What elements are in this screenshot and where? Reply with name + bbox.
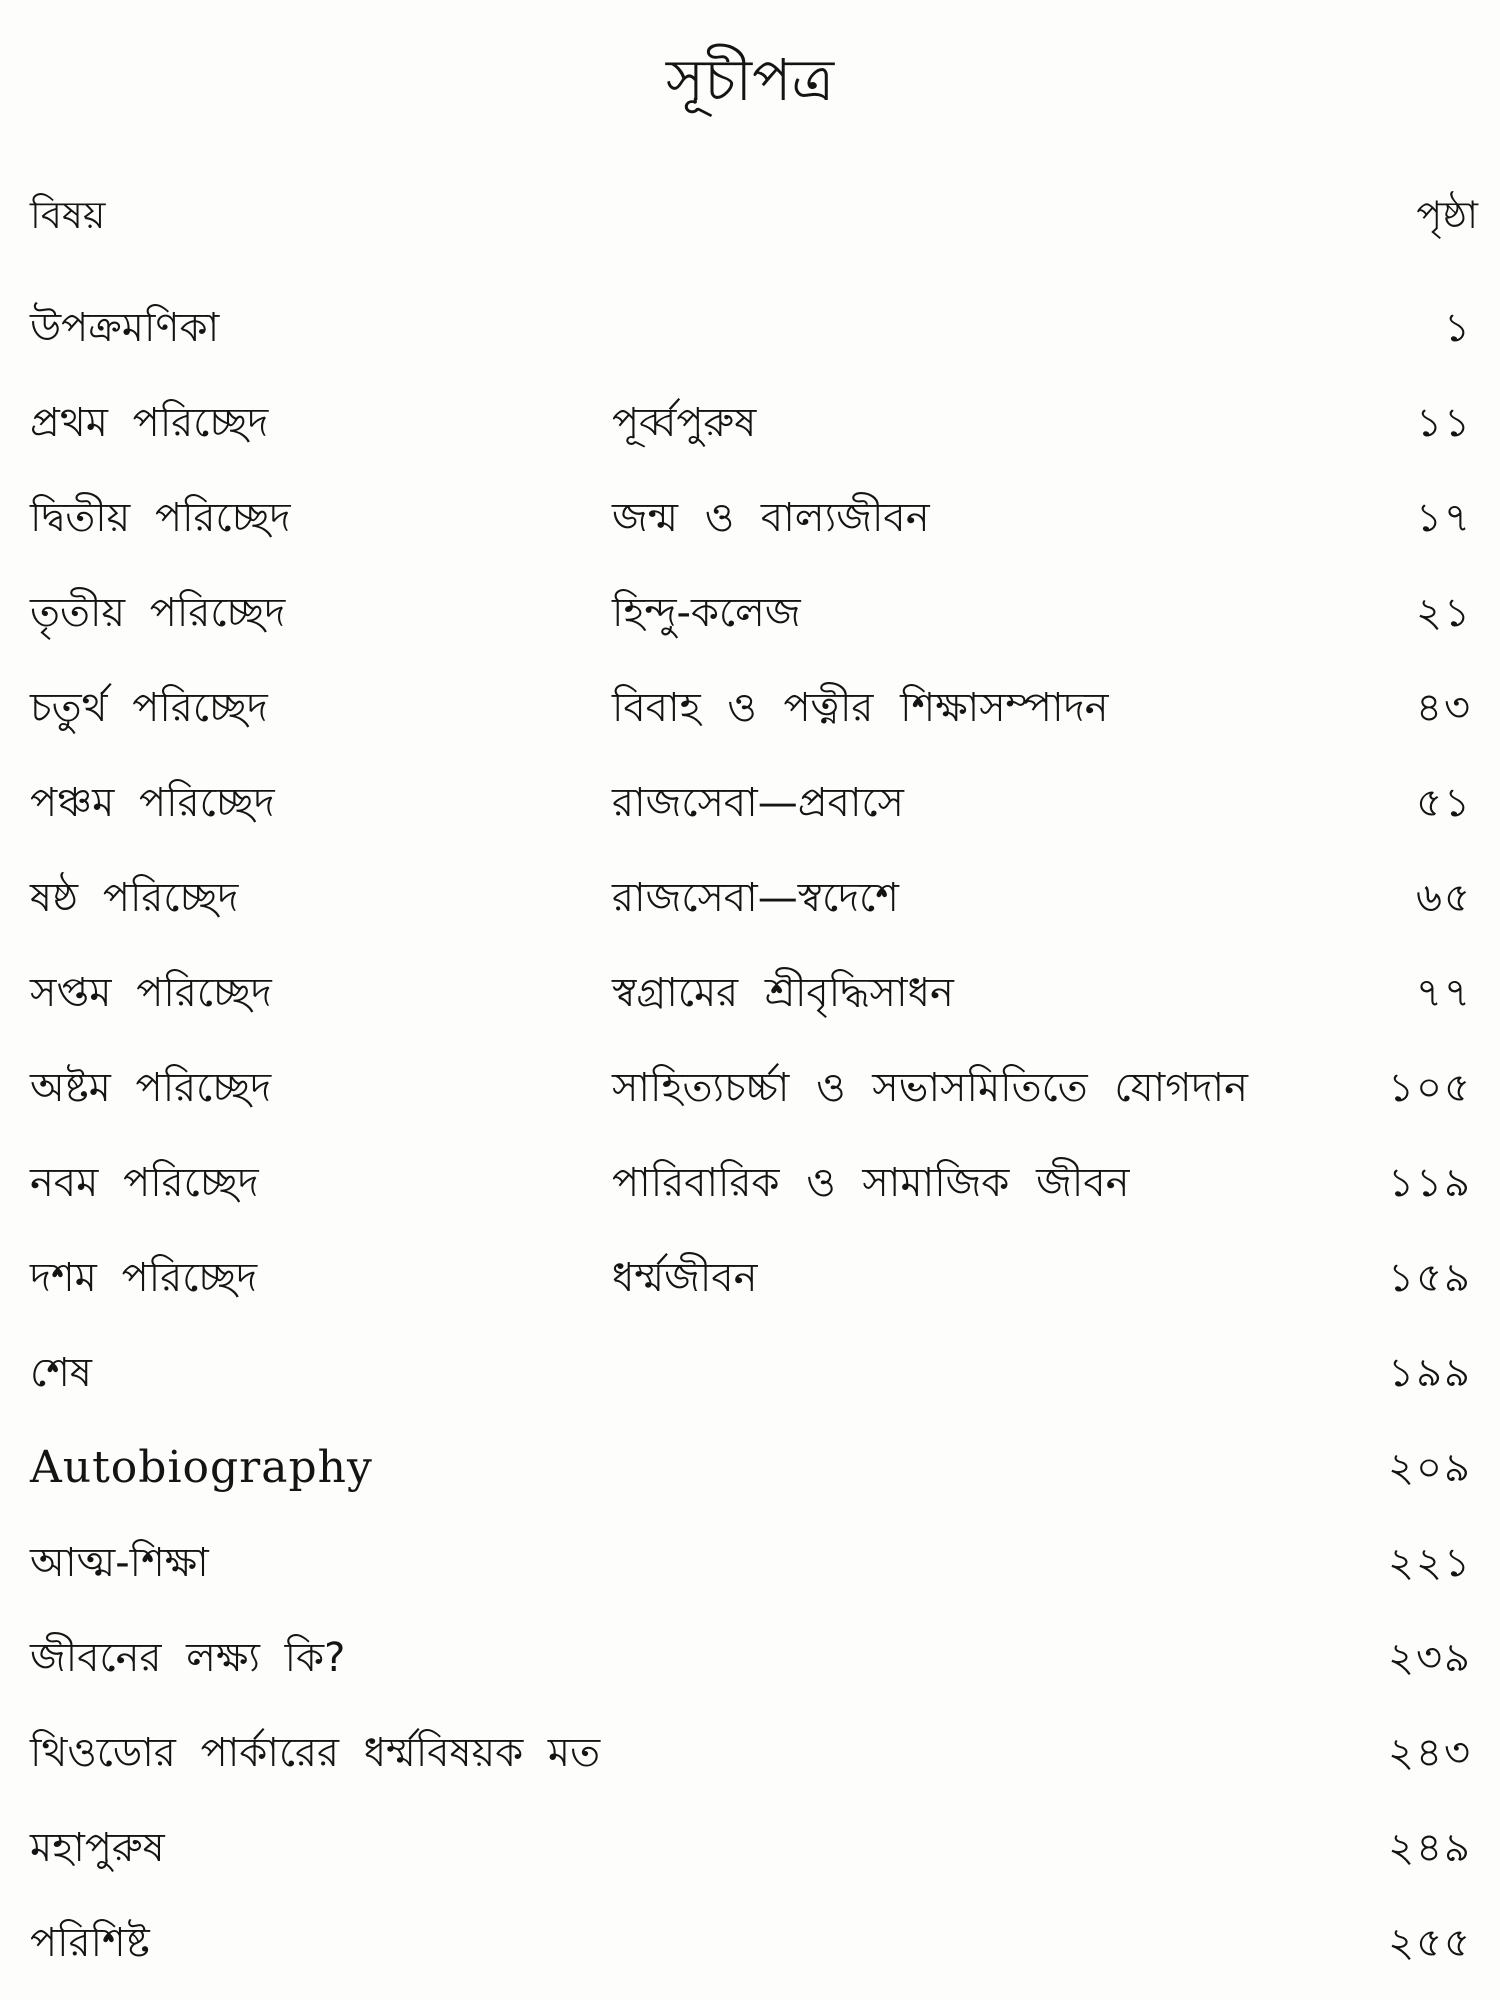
toc-entry-chapter-2 <box>0 480 1500 575</box>
entry-page: ২৪৩ <box>1388 1730 1472 1776</box>
page-title: সূচীপত্র <box>665 46 835 114</box>
entry-label: পঞ্চম পরিচ্ছেদ <box>30 780 275 826</box>
toc-entry-chapter-8 <box>0 1050 1500 1145</box>
entry-label: আত্ম-শিক্ষা <box>30 1540 209 1586</box>
toc-entry-chapter-1 <box>0 385 1500 480</box>
toc-entry-chapter-10 <box>0 1240 1500 1335</box>
entry-label: দ্বিতীয় পরিচ্ছেদ <box>30 495 291 541</box>
subject-column-header: বিষয় <box>30 193 106 237</box>
toc-entry-self-education <box>0 1525 1500 1620</box>
entry-label: ষষ্ঠ পরিচ্ছেদ <box>30 875 239 921</box>
entry-label: জীবনের লক্ষ্য কি? <box>30 1635 346 1681</box>
entry-title: ধর্ম্মজীবন <box>612 1255 758 1301</box>
entry-page: ২৫৫ <box>1388 1920 1472 1966</box>
entry-page: ২৪৯ <box>1388 1825 1472 1871</box>
toc-entry-appendix <box>0 1905 1500 2000</box>
entry-page: ১১ <box>1416 400 1472 446</box>
entry-page: ২০৯ <box>1388 1445 1472 1491</box>
entry-page: ১৯৯ <box>1388 1350 1472 1396</box>
entry-page: ২২১ <box>1388 1540 1472 1586</box>
toc-entry-chapter-7 <box>0 955 1500 1050</box>
entry-title: হিন্দু-কলেজ <box>612 590 801 636</box>
entry-page: ১০৫ <box>1388 1065 1472 1111</box>
toc-entry-introduction <box>0 290 1500 385</box>
entry-page: ২৩৯ <box>1388 1635 1472 1681</box>
page-column-header: পৃষ্ঠা <box>1416 193 1478 237</box>
entry-label: দশম পরিচ্ছেদ <box>30 1255 258 1301</box>
entry-page: ২১ <box>1416 590 1472 636</box>
toc-entry-autobiography <box>0 1430 1500 1525</box>
entry-title: পারিবারিক ও সামাজিক জীবন <box>612 1160 1130 1206</box>
entry-label: প্রথম পরিচ্ছেদ <box>30 400 269 446</box>
toc-entry-chapter-5 <box>0 765 1500 860</box>
entry-page: ১৭ <box>1416 495 1472 541</box>
toc-entry-chapter-3 <box>0 575 1500 670</box>
toc-list <box>0 290 1500 1970</box>
entry-label: Autobiography <box>30 1442 373 1493</box>
entry-title: স্বগ্রামের শ্রীবৃদ্ধিসাধন <box>612 970 954 1016</box>
entry-title: রাজসেবা—স্বদেশে <box>612 875 899 921</box>
entry-page: ৬৫ <box>1416 875 1472 921</box>
entry-label: পরিশিষ্ট <box>30 1920 150 1966</box>
entry-title: জন্ম ও বাল্যজীবন <box>612 495 930 541</box>
toc-entry-chapter-9 <box>0 1145 1500 1240</box>
entry-page: ১ <box>1444 305 1472 351</box>
toc-entry-chapter-4 <box>0 670 1500 765</box>
entry-label: তৃতীয় পরিচ্ছেদ <box>30 590 286 636</box>
entry-label: উপক্রমণিকা <box>30 305 220 351</box>
toc-entry-theodore-parker <box>0 1715 1500 1810</box>
entry-page: ১১৯ <box>1388 1160 1472 1206</box>
entry-title: রাজসেবা—প্রবাসে <box>612 780 904 826</box>
entry-label: চতুর্থ পরিচ্ছেদ <box>30 685 268 731</box>
entry-label: সপ্তম পরিচ্ছেদ <box>30 970 272 1016</box>
entry-title: বিবাহ ও পত্নীর শিক্ষাসম্পাদন <box>612 685 1109 731</box>
entry-label: থিওডোর পার্কারের ধর্ম্মবিষয়ক মত <box>30 1730 601 1776</box>
entry-page: ১৫৯ <box>1388 1255 1472 1301</box>
toc-entry-life-goal <box>0 1620 1500 1715</box>
entry-title: সাহিত্যচর্চ্চা ও সভাসমিতিতে যোগদান <box>612 1065 1248 1111</box>
entry-page: ৭৭ <box>1415 970 1472 1016</box>
entry-page: ৫১ <box>1416 780 1472 826</box>
toc-entry-conclusion <box>0 1335 1500 1430</box>
entry-label: নবম পরিচ্ছেদ <box>30 1160 259 1206</box>
toc-entry-great-man <box>0 1810 1500 1905</box>
entry-label: অষ্টম পরিচ্ছেদ <box>30 1065 272 1111</box>
entry-title: পূর্ব্বপুরুষ <box>612 400 757 446</box>
entry-label: মহাপুরুষ <box>30 1825 165 1871</box>
entry-label: শেষ <box>30 1350 92 1396</box>
entry-page: ৪৩ <box>1416 685 1472 731</box>
toc-entry-chapter-6 <box>0 860 1500 955</box>
